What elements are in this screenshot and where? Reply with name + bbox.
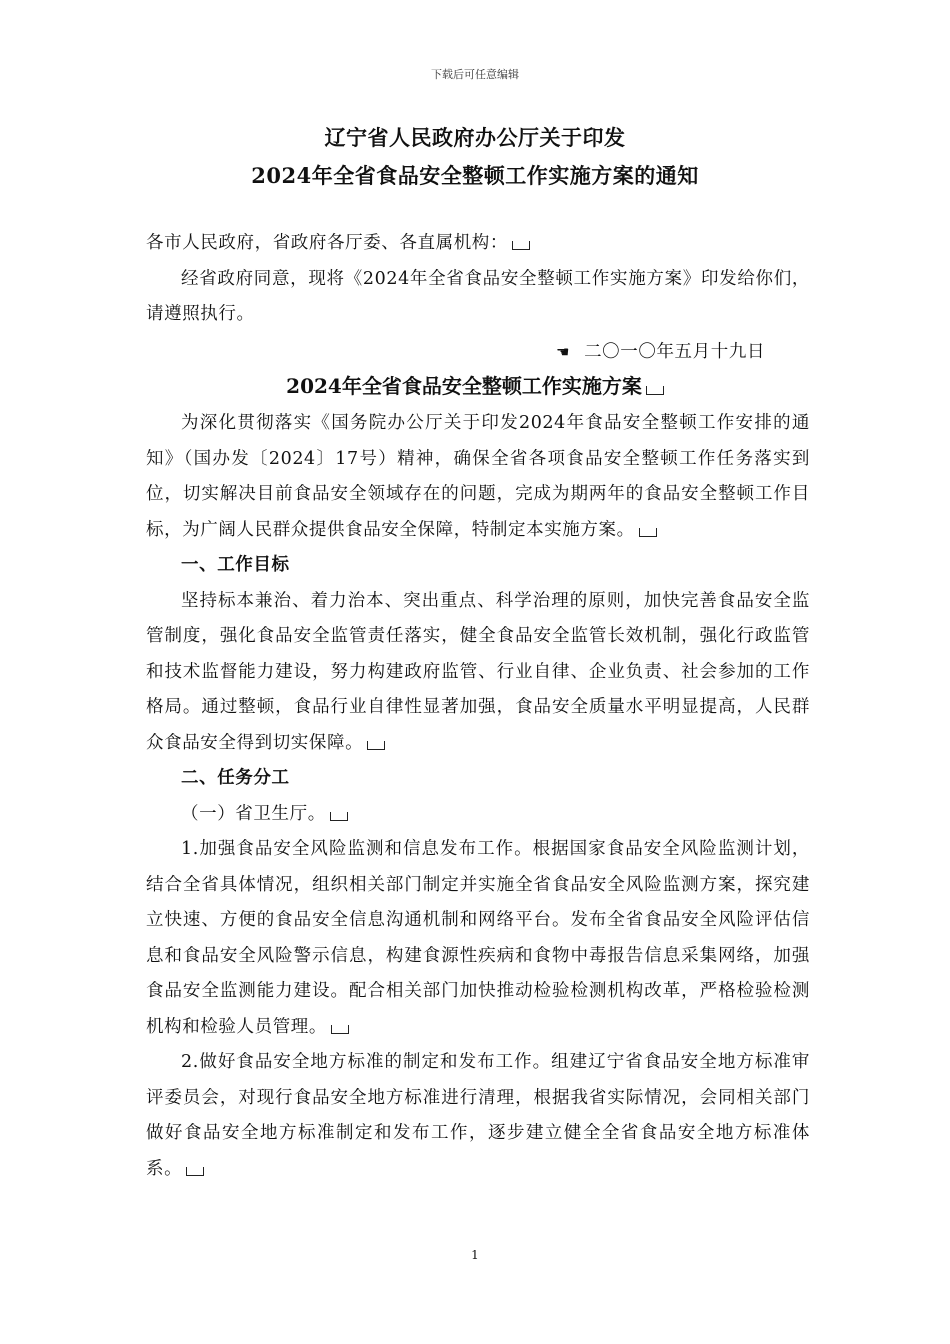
- section2-heading: 二、任务分工: [181, 768, 290, 788]
- item1-paragraph: [146, 832, 810, 1045]
- page-number: 1: [471, 1248, 479, 1262]
- item1-text: 1.加强食品安全风险监测和信息发布工作。根据国家食品安全风险监测计划，结合全省具体情况，组织相关部门制定并实施全省食品安全风险监测方案，探究建立快速、方便的食品安全信息沟通机制和网络平台。发布全省食品安全风险评估信息和食品安全风险警示信息，构建食源性疾病和食物中毒报告信息采集网络，加强食品安全监测能力建设。配合相关部门加快推动检验检测机构改革，严格检验检测机构和检验人员管理。: [146, 839, 810, 1037]
- document-title-line1: 辽宁省人民政府办公厅关于印发: [324, 125, 626, 150]
- salutation: [146, 226, 810, 262]
- section1-paragraph: [146, 584, 810, 762]
- section1-text: 坚持标本兼治、着力治本、突出重点、科学治理的原则，加快完善食品安全监管制度，强化食品安全监管责任落实，健全食品安全监管长效机制，强化行政监管和技术监督能力建设，努力构建政府监管、行业自律、企业负责、社会参加的工作格局。通过整顿，食品行业自律性显著加强，食品安全质量水平明显提高，人民群众食品安全得到切实保障。: [146, 590, 810, 753]
- paragraph-mark-icon: [186, 1167, 204, 1176]
- paragraph-mark-icon: [367, 741, 385, 750]
- paragraph-mark-icon: [330, 812, 348, 821]
- item2-paragraph: [146, 1045, 810, 1187]
- plan-body: [146, 406, 810, 1187]
- section1-heading: 一、工作目标: [181, 555, 290, 575]
- paragraph-mark-icon: [331, 1025, 349, 1034]
- subsection1-heading: [146, 797, 810, 833]
- salutation-text: 各市人民政府，省政府各厅委、各直属机构：: [146, 233, 508, 253]
- paragraph-mark-icon: [646, 386, 664, 395]
- plan-title-text: 2024年全省食品安全整顿工作实施方案: [286, 374, 642, 398]
- issue-date: 二〇一〇年五月十九日: [584, 342, 766, 362]
- notice-body: [146, 226, 810, 333]
- hand-pointer-icon: ☚: [556, 343, 571, 361]
- intro-text: 经省政府同意，现将《2024年全省食品安全整顿工作实施方案》印发给你们，请遵照执行。: [146, 268, 810, 324]
- paragraph-mark-icon: [512, 241, 530, 250]
- preface-paragraph: [146, 406, 810, 548]
- intro-paragraph: [146, 262, 810, 333]
- plan-title: [0, 370, 950, 399]
- subsection1-text: （一）省卫生厅。: [181, 803, 326, 824]
- paragraph-mark-icon: [639, 528, 657, 537]
- header-note: 下载后可任意编辑: [431, 68, 519, 81]
- date-line: [556, 338, 765, 363]
- preface-text: 为深化贯彻落实《国务院办公厅关于印发2024年食品安全整顿工作安排的通知》（国办发〔2024〕17号）精神，确保全省各项食品安全整顿工作任务落实到位，切实解决目前食品安全领域存在的问题，完成为期两年的食品安全整顿工作目标，为广阔人民群众提供食品安全保障，特制定本实施方案。: [146, 413, 810, 540]
- item2-text: 2.做好食品安全地方标准的制定和发布工作。组建辽宁省食品安全地方标准审评委员会，对现行食品安全地方标准进行清理，根据我省实际情况，会同相关部门做好食品安全地方标准制定和发布工作，逐步建立健全全省食品安全地方标准体系。: [146, 1052, 810, 1179]
- document-title-line2: 2024年全省食品安全整顿工作实施方案的通知: [251, 163, 699, 188]
